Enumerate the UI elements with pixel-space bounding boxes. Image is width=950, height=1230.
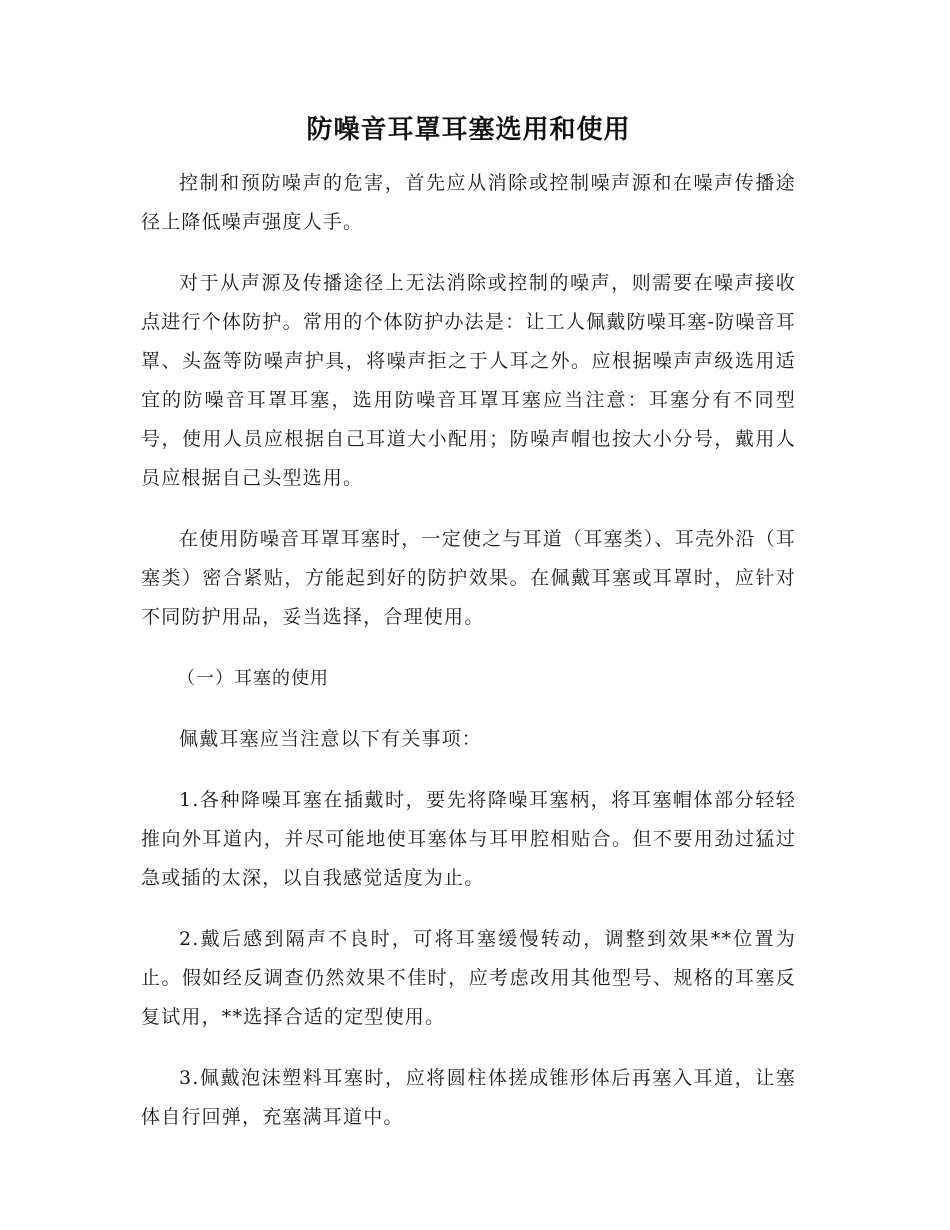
document-body <box>141 108 796 1159</box>
list-item-1: 1.各种降噪耳塞在插戴时，要先将降噪耳塞柄，将耳塞帽体部分轻轻推向外耳道内，并尽可能地使耳塞体与耳甲腔相贴合。但不要用劲过猛过急或插的太深，以自我感觉适度为止。 <box>141 789 796 889</box>
document-title: 防噪音耳罩耳塞选用和使用 <box>306 115 631 145</box>
paragraph-personal-protection: 对于从声源及传播途径上无法消除或控制的噪声，则需要在噪声接收点进行个体防护。常用的个体防护办法是：让工人佩戴防噪耳塞-防噪音耳罩、头盔等防噪声护具，将噪声拒之于人耳之外。应根据噪声声级选用适宜的防噪音耳罩耳塞，选用防噪音耳罩耳塞应当注意：耳塞分有不同型号，使用人员应根据自己耳道大小配用；防噪声帽也按大小分号，戴用人员应根据自己头型选用。 <box>141 272 796 489</box>
paragraph-usage-fit: 在使用防噪音耳罩耳塞时，一定使之与耳道（耳塞类）、耳壳外沿（耳塞类）密合紧贴，方能起到好的防护效果。在佩戴耳塞或耳罩时，应针对不同防护用品，妥当选择，合理使用。 <box>141 528 796 628</box>
paragraph-earplug-intro: 佩戴耳塞应当注意以下有关事项： <box>179 728 483 750</box>
list-item-2: 2.戴后感到隔声不良时，可将耳塞缓慢转动，调整到效果**位置为止。假如经反调查仍然效果不佳时，应考虑改用其他型号、规格的耳塞反复试用，**选择合适的定型使用。 <box>141 928 796 1028</box>
section-heading-earplug-use: （一）耳塞的使用 <box>177 668 329 689</box>
list-item-3: 3.佩戴泡沫塑料耳塞时，应将圆柱体搓成锥形体后再塞入耳道，让塞体自行回弹，充塞满耳道中。 <box>141 1067 796 1128</box>
paragraph-noise-control: 控制和预防噪声的危害，首先应从消除或控制噪声源和在噪声传播途径上降低噪声强度人手。 <box>141 172 796 233</box>
